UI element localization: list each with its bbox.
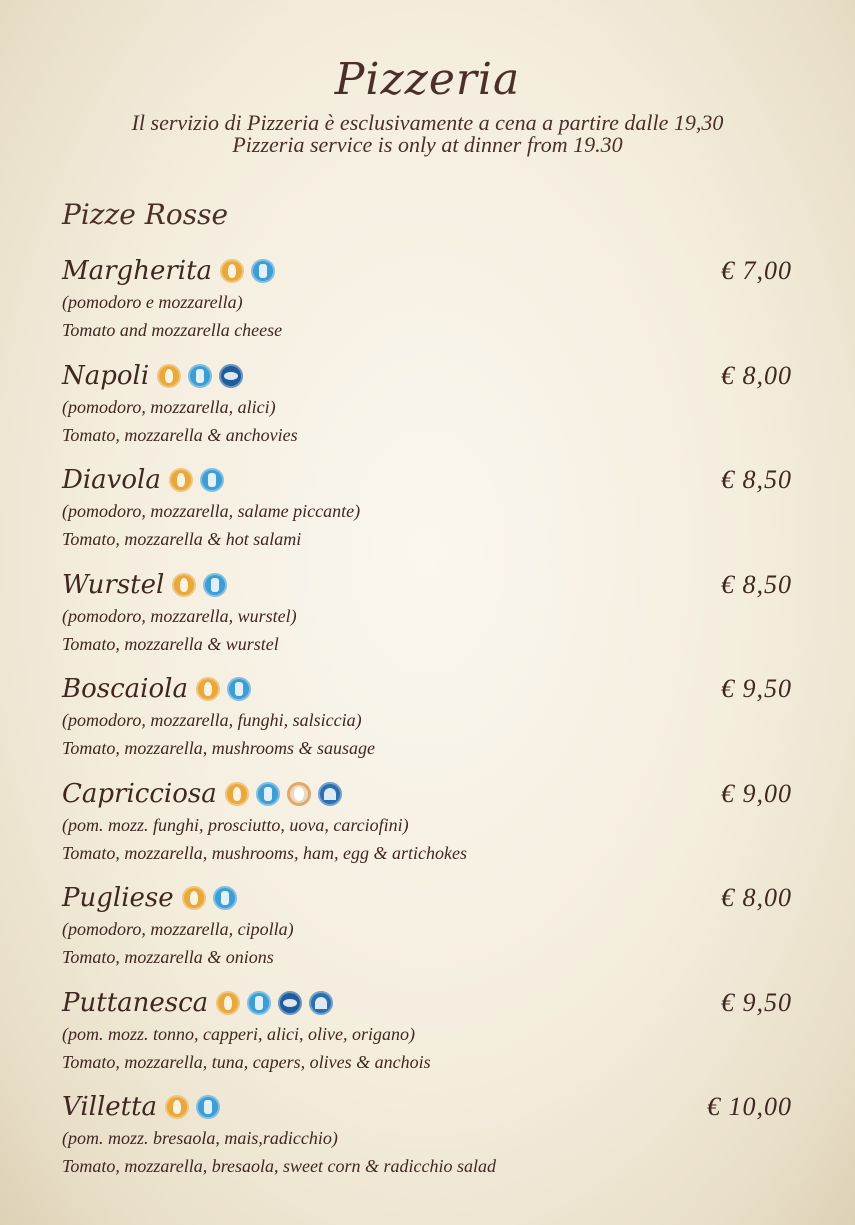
- milk-icon: [196, 1095, 220, 1119]
- description-italian: (pomodoro, mozzarella, alici): [62, 396, 276, 417]
- pizza-name: Wurstel: [62, 569, 165, 600]
- menu-item: [62, 463, 792, 563]
- pizza-name: Margherita: [62, 256, 213, 286]
- menu-item: [62, 359, 792, 459]
- pizza-name: Pugliese: [62, 883, 174, 913]
- pizza-price: € 7,00: [721, 256, 792, 285]
- wheat-icon: [157, 364, 181, 388]
- milk-icon: [188, 364, 212, 388]
- description-english: Tomato, mozzarella & anchovies: [62, 424, 298, 445]
- fish-icon: [219, 364, 243, 388]
- pizza-name: Boscaiola: [62, 674, 188, 704]
- menu-item-header: [62, 672, 792, 706]
- description-english: Tomato and mozzarella cheese: [62, 320, 283, 340]
- menu-item: [62, 777, 792, 877]
- wheat-icon: [172, 573, 196, 597]
- menu-item-header: [62, 881, 792, 915]
- wheat-icon: [169, 468, 193, 492]
- description-english: Tomato, mozzarella, mushrooms & sausage: [62, 738, 376, 758]
- description-italian: (pomodoro e mozzarella): [62, 292, 243, 312]
- page-title: Pizzeria: [334, 54, 521, 105]
- pizza-name: Puttanesca: [62, 987, 209, 1018]
- wheat-icon: [216, 991, 240, 1015]
- pizza-price: € 9,50: [721, 674, 792, 703]
- menu-item-header: [62, 254, 792, 288]
- pizza-price: € 10,00: [707, 1092, 792, 1121]
- description-english: Tomato, mozzarella, tuna, capers, olives & anchois: [62, 1051, 431, 1072]
- description-italian: (pomodoro, mozzarella, wurstel): [62, 605, 297, 626]
- description-english: Tomato, mozzarella & onions: [62, 947, 274, 967]
- description-italian: (pom. mozz. bresaola, mais,radicchio): [62, 1128, 338, 1148]
- description-english: Tomato, mozzarella, mushrooms, ham, egg & artichokes: [62, 842, 468, 863]
- menu-item: [62, 568, 792, 668]
- milk-icon: [213, 886, 237, 910]
- description-italian: (pomodoro, mozzarella, funghi, salsiccia): [62, 710, 362, 730]
- menu-item: [62, 881, 792, 981]
- allergen-icons: [216, 991, 333, 1015]
- menu-item-header: [62, 986, 792, 1020]
- menu-item: [62, 986, 792, 1086]
- menu-item: [62, 1090, 792, 1190]
- pizza-price: € 9,50: [721, 987, 792, 1017]
- pizza-name: Napoli: [62, 360, 150, 391]
- milk-icon: [227, 677, 251, 701]
- allergen-icons: [157, 364, 243, 388]
- allergen-icons: [196, 677, 251, 701]
- wheat-icon: [225, 782, 249, 806]
- wheat-icon: [182, 886, 206, 910]
- allergen-icons: [169, 468, 224, 492]
- description-italian: (pom. mozz. tonno, capperi, alici, olive, origano): [62, 1023, 415, 1044]
- milk-icon: [251, 259, 275, 283]
- pizza-price: € 9,00: [721, 778, 792, 808]
- description-english: Tomato, mozzarella & hot salami: [62, 529, 302, 549]
- pizza-price: € 8,00: [721, 360, 792, 390]
- fish-icon: [278, 991, 302, 1015]
- pizza-price: € 8,50: [721, 465, 792, 494]
- description-italian: (pomodoro, mozzarella, cipolla): [62, 919, 294, 939]
- description-italian: (pomodoro, mozzarella, salame piccante): [62, 501, 361, 521]
- header: [0, 54, 855, 157]
- section-title: Pizze Rosse: [62, 198, 229, 231]
- menu-item: [62, 672, 792, 772]
- menu-item-header: [62, 568, 792, 602]
- menu-item-header: [62, 463, 792, 497]
- description-english: Tomato, mozzarella & wurstel: [62, 633, 279, 654]
- milk-icon: [200, 468, 224, 492]
- subtitle-italian: Il servizio di Pizzeria è esclusivamente a cena a partire dalle 19,30: [131, 110, 724, 135]
- wheat-icon: [165, 1095, 189, 1119]
- pizza-name: Villetta: [62, 1092, 158, 1122]
- allergen-icons: [172, 573, 227, 597]
- menu-item-header: [62, 359, 792, 393]
- subtitle-english: Pizzeria service is only at dinner from 19.30: [232, 132, 623, 157]
- menu-item-header: [62, 777, 792, 811]
- milk-icon: [256, 782, 280, 806]
- menu-item: [62, 254, 792, 354]
- pizza-price: € 8,50: [721, 569, 792, 599]
- menu-item-header: [62, 1090, 792, 1124]
- allergen-icons: [165, 1095, 220, 1119]
- pizza-name: Capricciosa: [62, 778, 217, 809]
- pizza-name: Diavola: [62, 465, 161, 495]
- pizza-price: € 8,00: [721, 883, 792, 912]
- mollusc-icon: [309, 991, 333, 1015]
- description-english: Tomato, mozzarella, bresaola, sweet corn & radicchio salad: [62, 1156, 497, 1176]
- allergen-icons: [220, 259, 275, 283]
- milk-icon: [203, 573, 227, 597]
- description-italian: (pom. mozz. funghi, prosciutto, uova, carciofini): [62, 814, 409, 835]
- mollusc-icon: [318, 782, 342, 806]
- milk-icon: [247, 991, 271, 1015]
- allergen-icons: [225, 782, 342, 806]
- allergen-icons: [182, 886, 237, 910]
- egg-icon: [287, 782, 311, 806]
- wheat-icon: [196, 677, 220, 701]
- wheat-icon: [220, 259, 244, 283]
